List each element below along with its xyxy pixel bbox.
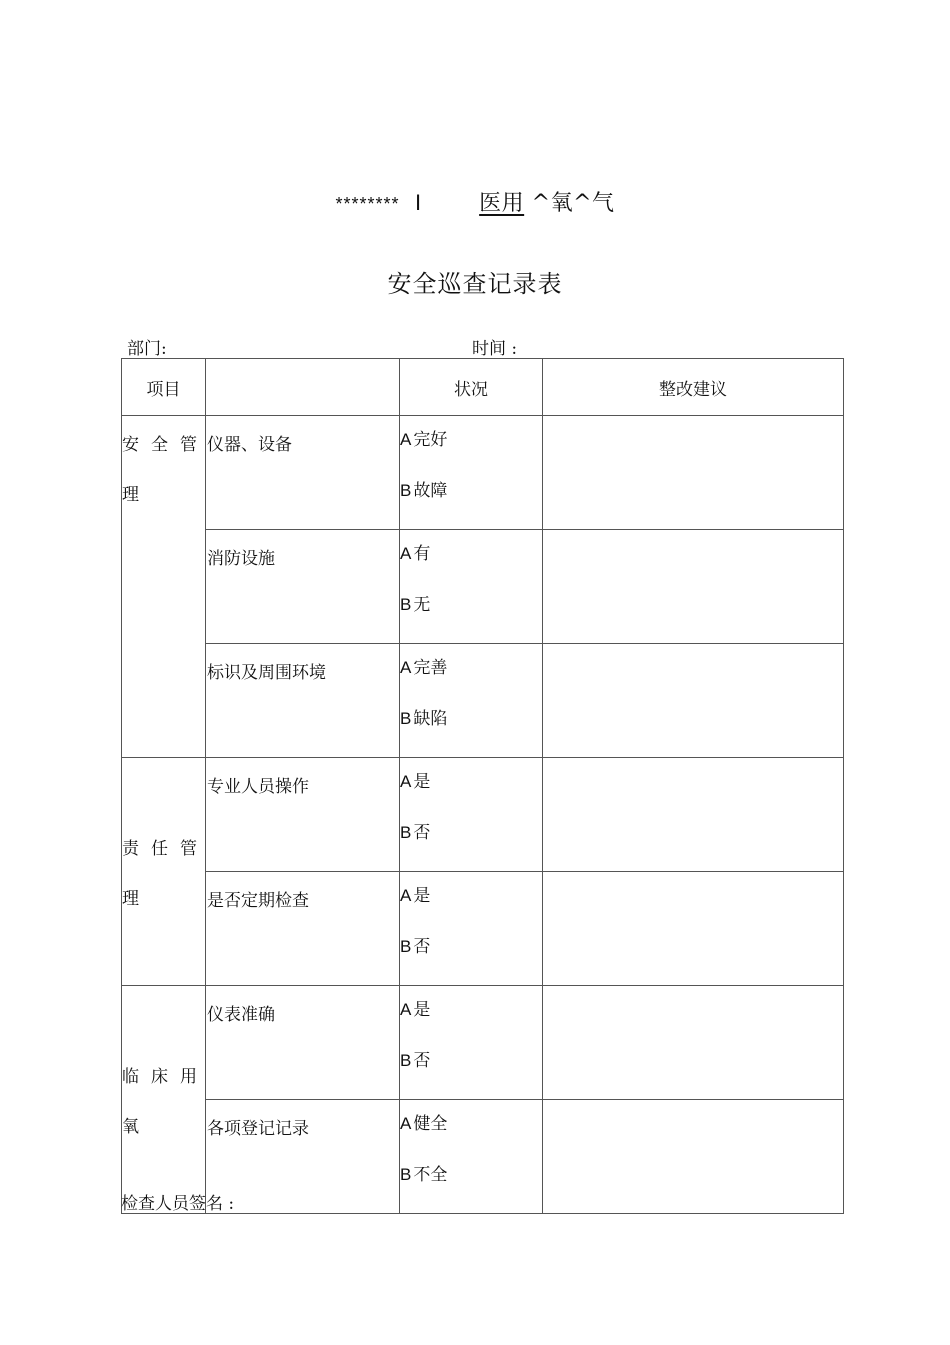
- column-header: 整改建议: [543, 359, 844, 416]
- title-prefix: ********: [335, 194, 400, 214]
- option-text: 不全: [413, 1165, 448, 1185]
- column-header: [206, 359, 400, 416]
- option-letter: B: [400, 1165, 412, 1184]
- option-letter: A: [400, 658, 412, 677]
- item-label: 各项登记记录: [206, 1100, 400, 1214]
- status-options: [400, 758, 543, 872]
- status-option: [400, 581, 542, 632]
- title-underlined: 医用: [479, 191, 525, 216]
- option-text: 完善: [413, 658, 448, 678]
- inspection-table: [121, 358, 844, 1214]
- status-option: [400, 1151, 542, 1202]
- status-option: [400, 809, 542, 860]
- table-row: [122, 758, 844, 872]
- option-text: 缺陷: [413, 709, 448, 729]
- time-label: 时间 :: [472, 339, 518, 359]
- suggestion-cell[interactable]: [543, 986, 844, 1100]
- suggestion-cell[interactable]: [543, 1100, 844, 1214]
- option-letter: A: [400, 1114, 412, 1133]
- item-label: 标识及周围环境: [206, 644, 400, 758]
- table-row: [122, 644, 844, 758]
- status-option: [400, 1100, 542, 1151]
- status-option: [400, 467, 542, 518]
- option-letter: B: [400, 709, 412, 728]
- option-letter: A: [400, 1000, 412, 1019]
- suggestion-cell[interactable]: [543, 758, 844, 872]
- status-option: [400, 923, 542, 974]
- status-option: [400, 986, 542, 1037]
- status-option: [400, 1037, 542, 1088]
- status-options: [400, 1100, 543, 1214]
- category-cell: 安全管理: [122, 416, 206, 758]
- column-header: 状况: [400, 359, 543, 416]
- item-label: 是否定期检查: [206, 872, 400, 986]
- option-letter: A: [400, 430, 412, 449]
- option-text: 否: [413, 823, 431, 843]
- status-option: [400, 416, 542, 467]
- option-text: 故障: [413, 481, 448, 501]
- item-label: 消防设施: [206, 530, 400, 644]
- option-letter: B: [400, 1051, 412, 1070]
- category-cell: 临床用氧: [122, 986, 206, 1214]
- document-title: [0, 186, 950, 217]
- option-text: 是: [413, 772, 431, 792]
- status-option: [400, 872, 542, 923]
- table-row: [122, 872, 844, 986]
- column-header: 项目: [122, 359, 206, 416]
- title-bar: I: [415, 190, 422, 215]
- status-option: [400, 530, 542, 581]
- option-letter: B: [400, 481, 412, 500]
- status-options: [400, 986, 543, 1100]
- option-text: 无: [413, 595, 431, 615]
- option-letter: A: [400, 544, 412, 563]
- option-text: 否: [413, 937, 431, 957]
- suggestion-cell[interactable]: [543, 872, 844, 986]
- status-options: [400, 530, 543, 644]
- item-label: 仪表准确: [206, 986, 400, 1100]
- document-subtitle: 安全巡查记录表: [387, 270, 563, 298]
- status-option: [400, 695, 542, 746]
- table-row: [122, 986, 844, 1100]
- suggestion-cell[interactable]: [543, 416, 844, 530]
- title-suffix: ^氧^气: [531, 191, 615, 216]
- item-label: 仪器、设备: [206, 416, 400, 530]
- department-label: 部门:: [127, 339, 167, 359]
- category-cell: 责任管理: [122, 758, 206, 986]
- option-text: 完好: [413, 430, 448, 450]
- table-row: [122, 530, 844, 644]
- option-text: 否: [413, 1051, 431, 1071]
- item-label: 专业人员操作: [206, 758, 400, 872]
- table-header-row: [122, 359, 844, 416]
- option-text: 是: [413, 886, 431, 906]
- option-letter: B: [400, 937, 412, 956]
- option-letter: A: [400, 886, 412, 905]
- table-row: [122, 416, 844, 530]
- suggestion-cell[interactable]: [543, 644, 844, 758]
- option-text: 健全: [413, 1114, 448, 1134]
- option-letter: B: [400, 595, 412, 614]
- option-letter: B: [400, 823, 412, 842]
- status-options: [400, 416, 543, 530]
- status-option: [400, 644, 542, 695]
- status-options: [400, 872, 543, 986]
- inspector-signature-label: 检查人员签名 :: [121, 1194, 235, 1214]
- status-options: [400, 644, 543, 758]
- suggestion-cell[interactable]: [543, 530, 844, 644]
- status-option: [400, 758, 542, 809]
- option-letter: A: [400, 772, 412, 791]
- option-text: 是: [413, 1000, 431, 1020]
- option-text: 有: [413, 544, 431, 564]
